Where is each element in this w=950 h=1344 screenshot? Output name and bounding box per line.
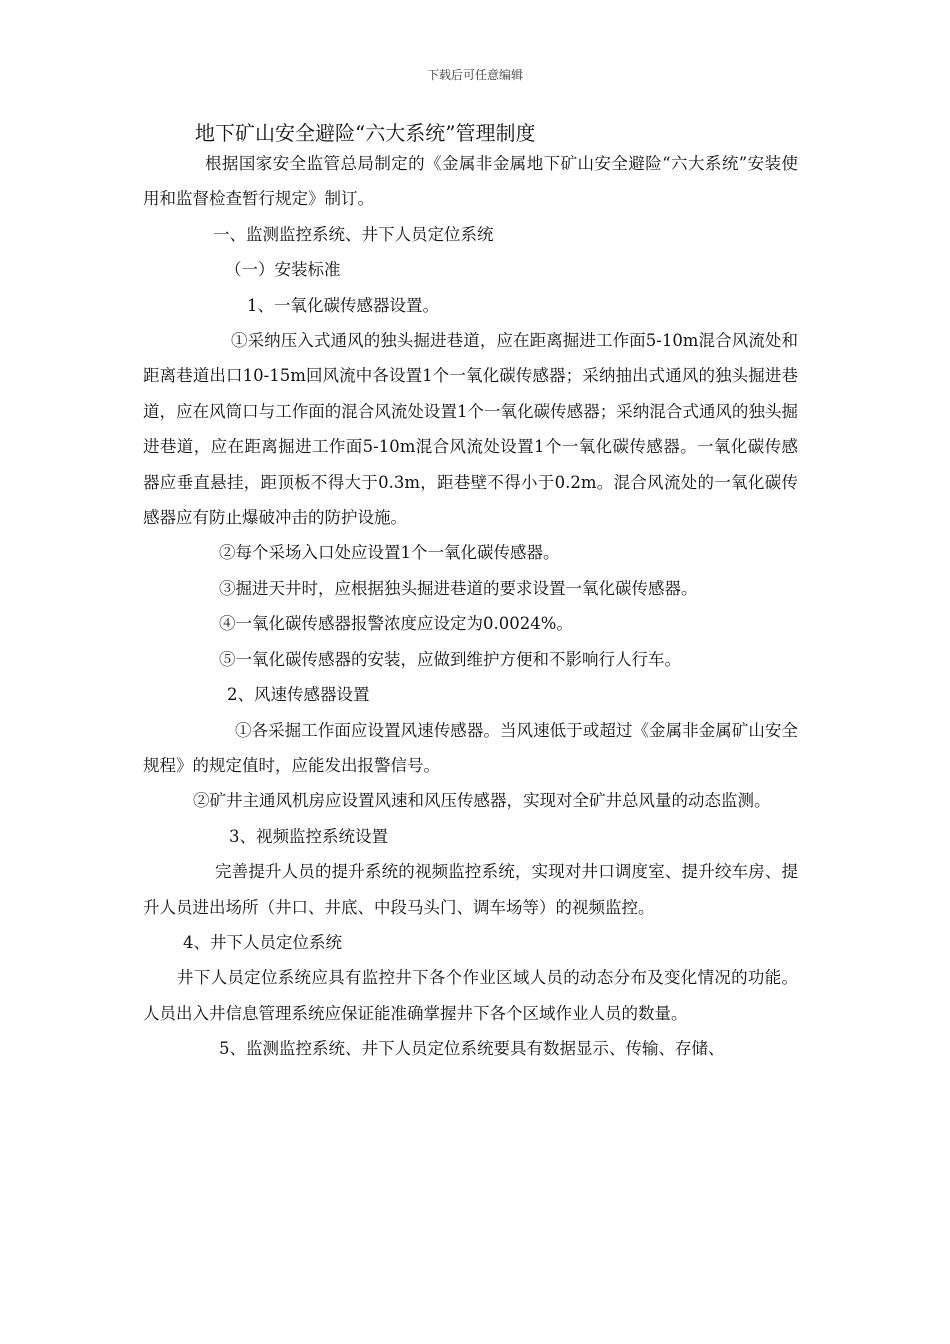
subsection-heading: （一）安装标准: [225, 260, 341, 280]
list-item: ②每个采场入口处应设置1个一氧化碳传感器。: [219, 543, 560, 563]
item-heading: 4、井下人员定位系统: [183, 932, 342, 952]
paragraph: 完善提升人员的提升系统的视频监控系统，实现对井口调度室、提升绞车房、提升人员进出场所（井口、井底、中段马头门、调车场等）的视频监控。: [143, 862, 798, 917]
document-body: [143, 146, 798, 1067]
list-item: ④一氧化碳传感器报警浓度应设定为0.0024%。: [219, 614, 573, 634]
intro-paragraph: 根据国家安全监管总局制定的《金属非金属地下矿山安全避险“六大系统”安装使用和监督检查暂行规定》制订。: [143, 154, 798, 209]
paragraph: ①采纳压入式通风的独头掘进巷道，应在距离掘进工作面5-10m混合风流处和距离巷道出口10-15m回风流中各设置1个一氧化碳传感器；采纳抽出式通风的独头掘进巷道，应在风筒口与工作面的混合风流处设置1个一氧化碳传感器；采纳混合式通风的独头掘进巷道，应在距离掘进工作面5-10m混合风流处设置1个一氧化碳传感器。一氧化碳传感器应垂直悬挂，距顶板不得大于0.3m，距巷壁不得小于0.2m。混合风流处的一氧化碳传感器应有防止爆破冲击的防护设施。: [143, 331, 798, 528]
document-title: 地下矿山安全避险“六大系统”管理制度: [195, 121, 536, 145]
item-heading: 1、一氧化碳传感器设置。: [247, 295, 439, 315]
section-heading: 一、监测监控系统、井下人员定位系统: [213, 224, 494, 244]
paragraph: ②矿井主通风机房应设置风速和风压传感器，实现对全矿井总风量的动态监测。: [193, 791, 771, 811]
paragraph: 5、监测监控系统、井下人员定位系统要具有数据显示、传输、存储、: [219, 1039, 725, 1059]
item-heading: 3、视频监控系统设置: [229, 826, 388, 846]
list-item: ③掘进天井时，应根据独头掘进巷道的要求设置一氧化碳传感器。: [219, 578, 698, 598]
item-heading: 2、风速传感器设置: [227, 685, 370, 705]
page-header: 下载后可任意编辑: [426, 68, 523, 82]
paragraph: 井下人员定位系统应具有监控井下各个作业区域人员的动态分布及变化情况的功能。人员出入井信息管理系统应保证能准确掌握井下各个区域作业人员的数量。: [143, 968, 798, 1023]
paragraph: ①各采掘工作面应设置风速传感器。当风速低于或超过《金属非金属矿山安全规程》的规定值时，应能发出报警信号。: [143, 720, 798, 775]
list-item: ⑤一氧化碳传感器的安装，应做到维护方便和不影响行人行车。: [219, 649, 681, 669]
